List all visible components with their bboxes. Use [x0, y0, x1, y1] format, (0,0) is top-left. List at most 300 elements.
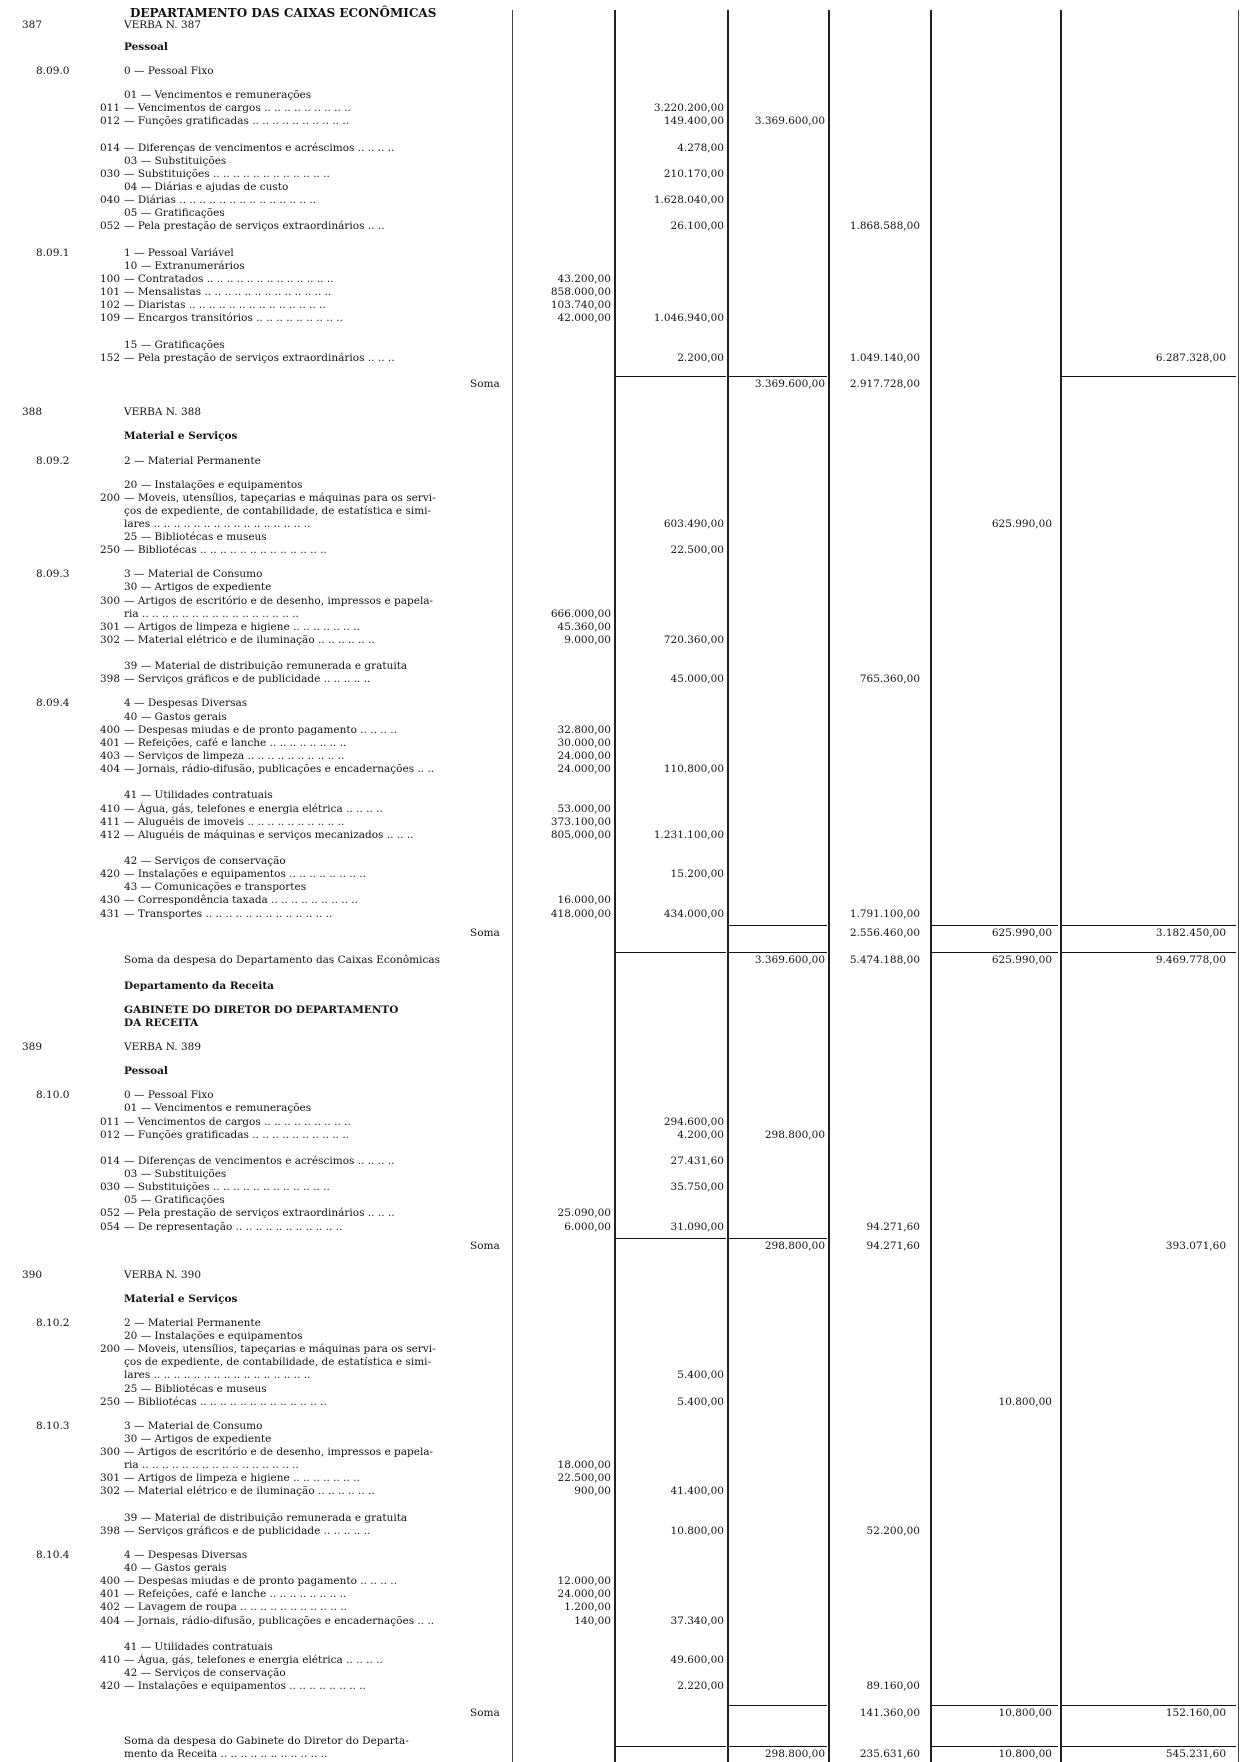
item-description: — Encargos transitórios .. .. .. .. .. .. .. .. .. — [124, 312, 343, 324]
table-row — [0, 1004, 1252, 1016]
item-description: 01 — Vencimentos e remunerações — [124, 1102, 312, 1114]
item-description: — Lavagem de roupa .. .. .. .. .. .. .. .. .. .. .. — [124, 1601, 347, 1613]
item-description: 39 — Material de distribuição remunerada e gratuita — [124, 1512, 408, 1524]
item-description: — Despesas miudas e de pronto pagamento .. .. .. .. — [124, 724, 397, 736]
table-row — [0, 181, 1252, 193]
item-code: 109 — [99, 312, 120, 324]
item-code: 410 — [99, 803, 120, 815]
table-row — [0, 1207, 1252, 1219]
amount-cell: 545.231,60 — [1165, 1748, 1226, 1760]
item-code: 420 — [99, 868, 120, 880]
item-description: 05 — Gratificações — [124, 207, 225, 219]
item-code: 101 — [99, 286, 120, 298]
total-rule — [616, 1238, 726, 1239]
section-code: 8.09.3 — [36, 568, 70, 580]
table-row — [0, 1155, 1252, 1167]
item-code: 014 — [99, 1155, 120, 1167]
item-code: 200 — [99, 1343, 120, 1355]
table-row — [0, 660, 1252, 672]
item-description: — Diferenças de vencimentos e acréscimos .. .. .. .. — [124, 142, 395, 154]
item-description: — Artigos de limpeza e higiene .. .. .. .. .. .. .. — [124, 621, 360, 633]
amount-cell: 10.800,00 — [998, 1748, 1052, 1760]
item-description: 41 — Utilidades contratuais — [124, 1641, 273, 1653]
amount-cell: 603.490,00 — [663, 518, 724, 530]
amount-cell: 94.271,60 — [866, 1240, 920, 1252]
item-code: 410 — [99, 1654, 120, 1666]
section-code: 8.10.3 — [36, 1420, 70, 1432]
table-row — [0, 1420, 1252, 1432]
item-description: 41 — Utilidades contratuais — [124, 789, 273, 801]
amount-cell: 6.287.328,00 — [1155, 352, 1226, 364]
amount-cell: 298.800,00 — [764, 1748, 825, 1760]
table-row — [0, 1549, 1252, 1561]
amount-cell: 5.474.188,00 — [849, 954, 920, 966]
table-row — [0, 1194, 1252, 1206]
table-row — [0, 1485, 1252, 1497]
table-row — [0, 1575, 1252, 1587]
table-row — [0, 352, 1252, 364]
item-description: — Transportes .. .. .. .. .. .. .. .. .. .. .. .. .. — [124, 908, 333, 920]
item-description: ria .. .. .. .. .. .. .. .. .. .. .. .. .. .. .. .. — [124, 608, 299, 620]
amount-cell: 10.800,00 — [670, 1525, 724, 1537]
item-description: — Substituições .. .. .. .. .. .. .. .. .. .. .. .. — [124, 1181, 330, 1193]
amount-cell: 625.990,00 — [991, 954, 1052, 966]
item-description: — Contratados .. .. .. .. .. .. .. .. .. .. .. .. .. — [124, 273, 334, 285]
item-description: — Água, gás, telefones e energia elétrica .. .. .. .. — [124, 1654, 383, 1666]
table-row — [0, 1396, 1252, 1408]
item-description: 2 — Material Permanente — [124, 455, 261, 467]
item-description: — Água, gás, telefones e energia elétrica .. .. .. .. — [124, 803, 383, 815]
table-row — [0, 531, 1252, 543]
amount-cell: 4.200,00 — [677, 1129, 724, 1141]
item-code: 052 — [99, 220, 120, 232]
item-description: 43 — Comunicações e transportes — [124, 881, 307, 893]
table-row — [0, 1472, 1252, 1484]
item-description: Soma da despesa do Departamento das Caixas Econômicas — [124, 954, 440, 966]
item-description: Soma da despesa do Gabinete do Diretor do Departa- — [124, 1735, 409, 1747]
amount-cell: 12.000,00 — [557, 1575, 611, 1587]
table-row — [0, 789, 1252, 801]
amount-cell: 235.631,60 — [859, 1748, 920, 1760]
item-code: 398 — [99, 673, 120, 685]
table-row — [0, 1680, 1252, 1692]
table-row — [0, 634, 1252, 646]
item-description: 40 — Gastos gerais — [124, 1562, 227, 1574]
table-row — [0, 673, 1252, 685]
table-row — [0, 621, 1252, 633]
amount-cell: 625.990,00 — [991, 927, 1052, 939]
total-rule — [616, 1746, 726, 1747]
amount-cell: 149.400,00 — [663, 115, 724, 127]
table-row — [0, 1116, 1252, 1128]
amount-cell: 3.369.600,00 — [754, 954, 825, 966]
amount-cell: 10.800,00 — [998, 1396, 1052, 1408]
table-row — [0, 894, 1252, 906]
table-row — [0, 1748, 1252, 1760]
table-row — [0, 1017, 1252, 1029]
item-description: — Pela prestação de serviços extraordinários .. .. .. — [124, 352, 395, 364]
amount-cell: 35.750,00 — [670, 1181, 724, 1193]
table-row — [0, 595, 1252, 607]
item-description: 40 — Gastos gerais — [124, 711, 227, 723]
table-row — [0, 1240, 1252, 1252]
section-code: 8.10.4 — [36, 1549, 70, 1561]
item-code: 040 — [99, 194, 120, 206]
table-row — [0, 544, 1252, 556]
total-rule — [1062, 952, 1236, 953]
item-code: 250 — [99, 544, 120, 556]
item-description: 42 — Serviços de conservação — [124, 1667, 286, 1679]
item-code: 400 — [99, 1575, 120, 1587]
item-code: 030 — [99, 1181, 120, 1193]
table-row — [0, 1433, 1252, 1445]
amount-cell: 53.000,00 — [557, 803, 611, 815]
item-description: GABINETE DO DIRETOR DO DEPARTAMENTO — [124, 1004, 399, 1016]
item-code: 152 — [99, 352, 120, 364]
table-row — [0, 1707, 1252, 1719]
item-description: — Vencimentos de cargos .. .. .. .. .. .. .. .. .. — [124, 102, 351, 114]
table-row — [0, 1562, 1252, 1574]
table-row — [0, 142, 1252, 154]
item-description: Material e Serviços — [124, 1293, 238, 1305]
item-code: 012 — [99, 1129, 120, 1141]
amount-cell: 31.090,00 — [670, 1221, 724, 1233]
item-code: 302 — [99, 1485, 120, 1497]
amount-cell: 45.360,00 — [557, 621, 611, 633]
item-description: — Bibliotécas .. .. .. .. .. .. .. .. .. .. .. .. .. — [124, 1396, 327, 1408]
item-description: VERBA N. 388 — [124, 406, 202, 418]
item-description: — Refeições, café e lanche .. .. .. .. .. .. .. .. — [124, 1588, 347, 1600]
amount-cell: 294.600,00 — [663, 1116, 724, 1128]
total-rule — [932, 952, 1058, 953]
total-rule — [932, 1705, 1058, 1706]
item-description: — Pela prestação de serviços extraordinários .. .. — [124, 220, 385, 232]
item-code: 404 — [99, 1615, 120, 1627]
total-rule — [729, 952, 827, 953]
table-row — [0, 155, 1252, 167]
item-description: 01 — Vencimentos e remunerações — [124, 89, 312, 101]
item-description: — Material elétrico e de iluminação .. .. .. .. .. .. — [124, 1485, 375, 1497]
item-description: — Artigos de limpeza e higiene .. .. .. .. .. .. .. — [124, 1472, 360, 1484]
amount-cell: 25.090,00 — [557, 1207, 611, 1219]
table-row — [0, 1129, 1252, 1141]
item-description: — Correspondência taxada .. .. .. .. .. .. .. .. .. — [124, 894, 358, 906]
item-description: 3 — Material de Consumo — [124, 568, 263, 580]
item-description: — Vencimentos de cargos .. .. .. .. .. .. .. .. .. — [124, 1116, 351, 1128]
item-description: ços de expediente, de contabilidade, de estatística e simi- — [124, 505, 432, 517]
section-code: 8.09.4 — [36, 697, 70, 709]
amount-cell: 9.000,00 — [564, 634, 611, 646]
item-description: 1 — Pessoal Variável — [124, 247, 234, 259]
item-description: 05 — Gratificações — [124, 1194, 225, 1206]
amount-cell: 2.200,00 — [677, 352, 724, 364]
item-description: 15 — Gratificações — [124, 339, 225, 351]
total-rule — [932, 1746, 1058, 1747]
amount-cell: 5.400,00 — [677, 1396, 724, 1408]
item-description: lares .. .. .. .. .. .. .. .. .. .. .. .. .. .. .. .. — [124, 1369, 311, 1381]
table-row — [0, 980, 1252, 992]
item-description: Soma — [470, 1707, 500, 1719]
table-row — [0, 41, 1252, 53]
table-row — [0, 750, 1252, 762]
table-row — [0, 1041, 1252, 1053]
table-row — [0, 1641, 1252, 1653]
item-description: — Refeições, café e lanche .. .. .. .. .. .. .. .. — [124, 737, 347, 749]
table-row — [0, 406, 1252, 418]
item-description: — Bibliotécas .. .. .. .. .. .. .. .. .. .. .. .. .. — [124, 544, 327, 556]
item-description: — Instalações e equipamentos .. .. .. .. .. .. .. .. — [124, 868, 366, 880]
table-row — [0, 1293, 1252, 1305]
item-description: — Serviços de limpeza .. .. .. .. .. .. .. .. .. .. — [124, 750, 345, 762]
item-code: 300 — [99, 595, 120, 607]
item-code: 401 — [99, 1588, 120, 1600]
table-row — [0, 1446, 1252, 1458]
item-description: 04 — Diárias e ajudas de custo — [124, 181, 289, 193]
table-row — [0, 568, 1252, 580]
table-row — [0, 115, 1252, 127]
item-description: 25 — Bibliotécas e museus — [124, 531, 267, 543]
item-code: 398 — [99, 1525, 120, 1537]
amount-cell: 16.000,00 — [557, 894, 611, 906]
table-row — [0, 855, 1252, 867]
table-row — [0, 816, 1252, 828]
item-code: 400 — [99, 724, 120, 736]
item-description: 0 — Pessoal Fixo — [124, 1089, 214, 1101]
item-description: 25 — Bibliotécas e museus — [124, 1383, 267, 1395]
item-description: — Mensalistas .. .. .. .. .. .. .. .. .. .. .. .. .. — [124, 286, 332, 298]
table-row — [0, 927, 1252, 939]
amount-cell: 22.500,00 — [670, 544, 724, 556]
amount-cell: 49.600,00 — [670, 1654, 724, 1666]
total-rule — [1062, 376, 1236, 377]
item-code: 401 — [99, 737, 120, 749]
item-description: — Diferenças de vencimentos e acréscimos .. .. .. .. — [124, 1155, 395, 1167]
item-code: 430 — [99, 894, 120, 906]
amount-cell: 18.000,00 — [557, 1459, 611, 1471]
table-row — [0, 492, 1252, 504]
amount-cell: 110.800,00 — [663, 763, 724, 775]
total-rule — [729, 1238, 827, 1239]
item-description: Departamento da Receita — [124, 980, 274, 992]
item-description: — Despesas miudas e de pronto pagamento .. .. .. .. — [124, 1575, 397, 1587]
item-code: 054 — [99, 1221, 120, 1233]
amount-cell: 1.791.100,00 — [849, 908, 920, 920]
amount-cell: 1.200,00 — [564, 1601, 611, 1613]
table-row — [0, 430, 1252, 442]
item-code: 302 — [99, 634, 120, 646]
table-row — [0, 1601, 1252, 1613]
amount-cell: 1.049.140,00 — [849, 352, 920, 364]
table-row — [0, 102, 1252, 114]
table-row — [0, 339, 1252, 351]
total-rule — [1062, 1705, 1236, 1706]
amount-cell: 89.160,00 — [866, 1680, 920, 1692]
item-code: 301 — [99, 1472, 120, 1484]
item-description: 0 — Pessoal Fixo — [124, 65, 214, 77]
item-description: 20 — Instalações e equipamentos — [124, 479, 303, 491]
amount-cell: 32.800,00 — [557, 724, 611, 736]
item-description: — Moveis, utensílios, tapeçarias e máquinas para os servi- — [124, 1343, 436, 1355]
amount-cell: 666.000,00 — [550, 608, 611, 620]
item-code: 011 — [99, 1116, 120, 1128]
table-row — [0, 168, 1252, 180]
item-description: — Diárias .. .. .. .. .. .. .. .. .. .. .. .. .. .. — [124, 194, 317, 206]
item-description: Pessoal — [124, 41, 168, 53]
item-description: DA RECEITA — [124, 1017, 199, 1029]
amount-cell: 298.800,00 — [764, 1129, 825, 1141]
table-row — [0, 1369, 1252, 1381]
item-description: mento da Receita .. .. .. .. .. .. .. .. .. .. .. — [124, 1748, 328, 1760]
table-row — [0, 247, 1252, 259]
item-description: 20 — Instalações e equipamentos — [124, 1330, 303, 1342]
table-row — [0, 1269, 1252, 1281]
table-row — [0, 1667, 1252, 1679]
amount-cell: 3.369.600,00 — [754, 378, 825, 390]
item-code: 411 — [99, 816, 120, 828]
table-row — [0, 737, 1252, 749]
table-row — [0, 260, 1252, 272]
amount-cell: 24.000,00 — [557, 763, 611, 775]
item-description: — Pela prestação de serviços extraordinários .. .. .. — [124, 1207, 395, 1219]
item-description: — Serviços gráficos e de publicidade .. .. .. .. .. — [124, 1525, 371, 1537]
item-code: 431 — [99, 908, 120, 920]
item-code: 412 — [99, 829, 120, 841]
table-row — [0, 286, 1252, 298]
amount-cell: 26.100,00 — [670, 220, 724, 232]
amount-cell: 900,00 — [574, 1485, 611, 1497]
item-description: ria .. .. .. .. .. .. .. .. .. .. .. .. .. .. .. .. — [124, 1459, 299, 1471]
table-row — [0, 1102, 1252, 1114]
amount-cell: 103.740,00 — [550, 299, 611, 311]
amount-cell: 24.000,00 — [557, 750, 611, 762]
amount-cell: 373.100,00 — [550, 816, 611, 828]
table-row — [0, 505, 1252, 517]
table-row — [0, 299, 1252, 311]
table-row — [0, 273, 1252, 285]
item-description: 30 — Artigos de expediente — [124, 581, 272, 593]
total-rule — [729, 925, 827, 926]
table-row — [0, 724, 1252, 736]
amount-cell: 4.278,00 — [677, 142, 724, 154]
table-row — [0, 312, 1252, 324]
item-description: Soma — [470, 378, 500, 390]
item-description: VERBA N. 389 — [124, 1041, 202, 1053]
amount-cell: 1.231.100,00 — [653, 829, 724, 841]
total-rule — [729, 1705, 827, 1706]
table-row — [0, 1654, 1252, 1666]
verba-number: 388 — [22, 406, 43, 418]
table-row — [0, 763, 1252, 775]
item-description: — Aluguéis de imoveis .. .. .. .. .. .. .. .. .. .. — [124, 816, 345, 828]
item-code: 102 — [99, 299, 120, 311]
item-description: lares .. .. .. .. .. .. .. .. .. .. .. .. .. .. .. .. — [124, 518, 311, 530]
amount-cell: 9.469.778,00 — [1155, 954, 1226, 966]
table-row — [0, 194, 1252, 206]
amount-cell: 2.220,00 — [677, 1680, 724, 1692]
table-row — [0, 1615, 1252, 1627]
table-row — [0, 518, 1252, 530]
item-description: — Jornais, rádio-difusão, publicações e encadernações .. .. — [124, 1615, 435, 1627]
table-row — [0, 1588, 1252, 1600]
item-code: 404 — [99, 763, 120, 775]
item-description: Pessoal — [124, 1065, 168, 1077]
table-row — [0, 829, 1252, 841]
item-description: — Aluguéis de máquinas e serviços mecanizados .. .. .. — [124, 829, 414, 841]
item-description: Soma — [470, 927, 500, 939]
table-row — [0, 881, 1252, 893]
amount-cell: 140,00 — [574, 1615, 611, 1627]
amount-cell: 1.868.588,00 — [849, 220, 920, 232]
item-description: VERBA N. 387 — [124, 19, 202, 31]
item-description: — Jornais, rádio-difusão, publicações e encadernações .. .. — [124, 763, 435, 775]
item-code: 402 — [99, 1601, 120, 1613]
item-code: 011 — [99, 102, 120, 114]
amount-cell: 152.160,00 — [1165, 1707, 1226, 1719]
table-row — [0, 868, 1252, 880]
item-code: 100 — [99, 273, 120, 285]
item-description: 03 — Substituições — [124, 155, 227, 167]
total-rule — [1062, 1746, 1236, 1747]
amount-cell: 45.000,00 — [670, 673, 724, 685]
item-description: — Artigos de escritório e de desenho, impressos e papela- — [124, 1446, 434, 1458]
item-code: 030 — [99, 168, 120, 180]
total-rule — [1062, 925, 1236, 926]
table-row — [0, 954, 1252, 966]
table-row — [0, 608, 1252, 620]
table-row — [0, 581, 1252, 593]
amount-cell: 1.046.940,00 — [653, 312, 724, 324]
table-row — [0, 1343, 1252, 1355]
item-description: 42 — Serviços de conservação — [124, 855, 286, 867]
amount-cell: 43.200,00 — [557, 273, 611, 285]
table-row — [0, 220, 1252, 232]
table-row — [0, 89, 1252, 101]
item-description: — Serviços gráficos e de publicidade .. .. .. .. .. — [124, 673, 371, 685]
item-description: 30 — Artigos de expediente — [124, 1433, 272, 1445]
amount-cell: 141.360,00 — [859, 1707, 920, 1719]
table-row — [0, 378, 1252, 390]
item-code: 014 — [99, 142, 120, 154]
amount-cell: 3.369.600,00 — [754, 115, 825, 127]
item-code: 052 — [99, 1207, 120, 1219]
table-row — [0, 1221, 1252, 1233]
item-code: 420 — [99, 1680, 120, 1692]
table-row — [0, 1383, 1252, 1395]
table-row — [0, 479, 1252, 491]
item-description: — Artigos de escritório e de desenho, impressos e papela- — [124, 595, 434, 607]
amount-cell: 6.000,00 — [564, 1221, 611, 1233]
item-code: 250 — [99, 1396, 120, 1408]
amount-cell: 210.170,00 — [663, 168, 724, 180]
item-description: 4 — Despesas Diversas — [124, 697, 248, 709]
amount-cell: 52.200,00 — [866, 1525, 920, 1537]
section-code: 8.09.1 — [36, 247, 70, 259]
section-code: 8.10.0 — [36, 1089, 70, 1101]
item-code: 301 — [99, 621, 120, 633]
amount-cell: 1.628.040,00 — [653, 194, 724, 206]
table-row — [0, 1168, 1252, 1180]
item-description: 39 — Material de distribuição remunerada e gratuita — [124, 660, 408, 672]
item-description: 03 — Substituições — [124, 1168, 227, 1180]
amount-cell: 2.917.728,00 — [849, 378, 920, 390]
amount-cell: 10.800,00 — [998, 1707, 1052, 1719]
item-description: 2 — Material Permanente — [124, 1317, 261, 1329]
amount-cell: 393.071,60 — [1165, 1240, 1226, 1252]
item-description: — Funções gratificadas .. .. .. .. .. .. .. .. .. .. — [124, 115, 350, 127]
amount-cell: 434.000,00 — [663, 908, 724, 920]
section-code: 8.10.2 — [36, 1317, 70, 1329]
total-rule — [932, 925, 1058, 926]
